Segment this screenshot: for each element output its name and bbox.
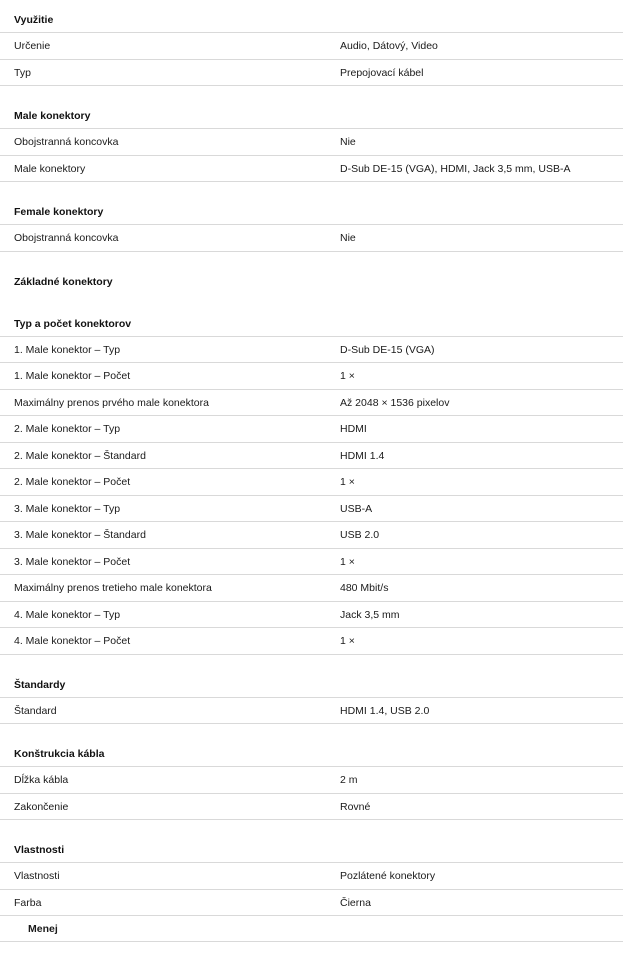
spec-value: HDMI 1.4, USB 2.0 [340, 704, 430, 717]
spec-label: Typ [14, 66, 31, 79]
spec-value: Čierna [340, 896, 371, 909]
spec-label: Maximálny prenos tretieho male konektora [14, 582, 212, 594]
spec-section [0, 837, 623, 916]
spec-label: 4. Male konektor – Počet [14, 635, 131, 647]
section-title: Vlastnosti [0, 837, 623, 863]
spec-label: Štandard [14, 704, 57, 717]
section-title: Konštrukcia kábla [0, 741, 623, 767]
spec-label: 1. Male konektor – Typ [14, 343, 121, 356]
spec-section [0, 672, 623, 725]
spec-value: Audio, Dátový, Video [340, 40, 438, 52]
spec-value: Nie [340, 232, 356, 244]
spec-label: Vlastnosti [14, 870, 60, 882]
spec-label: 2. Male konektor – Počet [14, 476, 131, 488]
spec-value: Rovné [340, 800, 371, 813]
spec-value: Až 2048 × 1536 pixelov [340, 396, 450, 409]
spec-row [0, 522, 623, 549]
spec-label: Dĺžka kábla [14, 774, 69, 786]
spec-row [0, 129, 623, 156]
spec-value: HDMI [340, 423, 367, 435]
spec-row [0, 363, 623, 390]
section-title: Štandardy [0, 672, 623, 698]
spec-label: Obojstranná koncovka [14, 136, 119, 148]
spec-section [0, 741, 623, 820]
spec-value: Nie [340, 136, 356, 148]
spec-section [0, 7, 623, 86]
section-title: Využitie [0, 7, 623, 33]
spec-value: 2 m [340, 774, 358, 786]
spec-value: Jack 3,5 mm [340, 608, 400, 621]
spec-label: 3. Male konektor – Počet [14, 555, 131, 568]
spec-label: Obojstranná koncovka [14, 232, 119, 244]
spec-value: 1 × [340, 635, 355, 647]
spec-row [0, 602, 623, 629]
section-title: Typ a počet konektorov [0, 311, 623, 337]
spec-value: 1 × [340, 370, 355, 382]
spec-label: 1. Male konektor – Počet [14, 370, 131, 382]
spec-section [0, 311, 623, 655]
section-title: Základné konektory [14, 275, 113, 288]
spec-section [0, 269, 623, 295]
section-title: Male konektory [0, 103, 623, 129]
spec-value: USB-A [340, 502, 373, 515]
spec-value: HDMI 1.4 [340, 449, 385, 462]
spec-row [0, 225, 623, 252]
spec-row [0, 863, 623, 890]
spec-value: USB 2.0 [340, 529, 380, 541]
spec-row [0, 469, 623, 496]
spec-row [0, 390, 623, 417]
spec-label: Farba [14, 896, 42, 909]
spec-value: D-Sub DE-15 (VGA) [340, 343, 435, 356]
spec-row [0, 156, 623, 183]
spec-section [0, 199, 623, 252]
spec-row [0, 496, 623, 523]
spec-label: Zakončenie [14, 800, 69, 813]
spec-row [0, 337, 623, 364]
spec-row [0, 416, 623, 443]
spec-label: 2. Male konektor – Štandard [14, 449, 146, 462]
spec-row [0, 575, 623, 602]
spec-row [0, 628, 623, 655]
spec-label: 3. Male konektor – Štandard [14, 529, 146, 541]
spec-value: 1 × [340, 476, 355, 488]
spec-row [0, 890, 623, 917]
spec-row [0, 549, 623, 576]
spec-value: 1 × [340, 555, 355, 568]
spec-label: 3. Male konektor – Typ [14, 502, 121, 515]
spec-row [0, 794, 623, 821]
spec-row [0, 767, 623, 794]
show-less-button[interactable]: Menej [0, 916, 623, 942]
spec-row [0, 698, 623, 725]
spec-value: Pozlátené konektory [340, 870, 436, 882]
spec-row [0, 60, 623, 87]
spec-value: D-Sub DE-15 (VGA), HDMI, Jack 3,5 mm, USB-A [340, 162, 571, 175]
spec-value: Prepojovací kábel [340, 66, 424, 79]
section-title: Female konektory [0, 199, 623, 225]
spec-label: 4. Male konektor – Typ [14, 608, 121, 621]
spec-row [0, 443, 623, 470]
spec-label: Maximálny prenos prvého male konektora [14, 396, 209, 409]
spec-label: Male konektory [14, 162, 86, 175]
spec-label: Určenie [14, 40, 51, 52]
spec-label: 2. Male konektor – Typ [14, 423, 121, 435]
spec-value: 480 Mbit/s [340, 582, 389, 594]
spec-section [0, 103, 623, 182]
spec-row [0, 33, 623, 60]
